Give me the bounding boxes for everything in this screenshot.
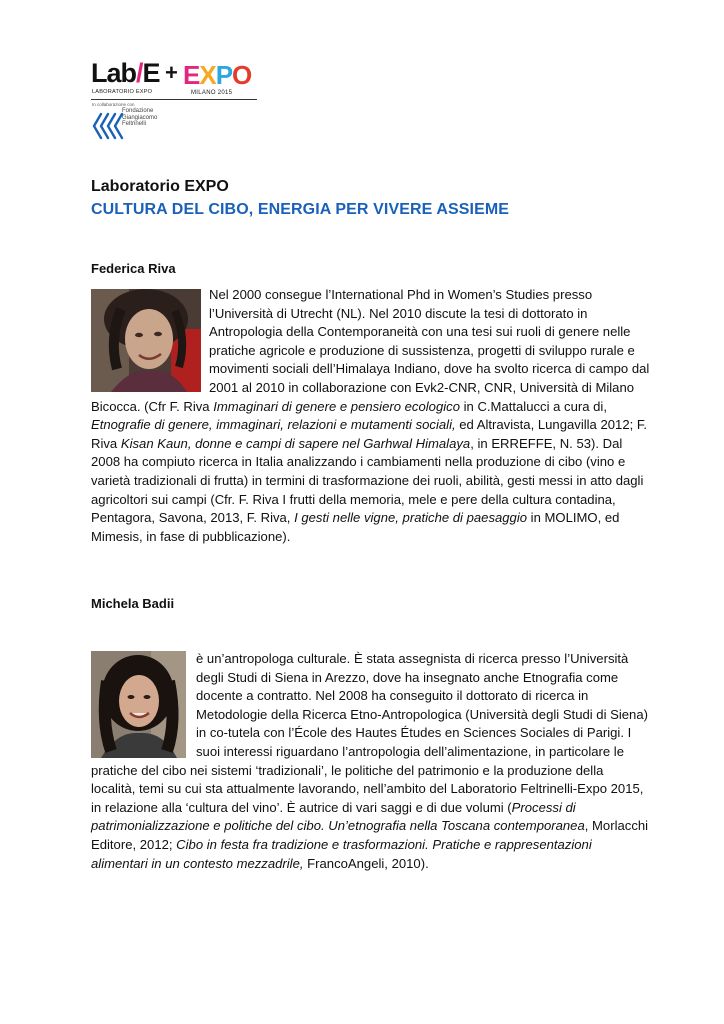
bio-segment: Nel 2000 consegue l’International Phd in Women’s Studies presso l’Università di Utrecht (NL). Nel 2010 discute la tesi di dottorato in Antropologia della Contemporaneità con una tesi sui ruoli di genere nelle pratiche agricole e produzione di sussistenza, progetti di sviluppo rurale e movimenti sociali dell’Himalaya Indiano, dove ha svolto ricerca di campo dal 2001 al 2010 in collaborazione con Evk2-CNR, CNR, Università di Milano Bicocca. (Cfr F. Riva: [91, 287, 650, 414]
labe-logo: Lab/E: [91, 58, 160, 88]
person-bio: [91, 650, 651, 873]
document-title: Laboratorio EXPO: [91, 178, 229, 195]
bio-italic-segment: Etnografie di genere, immaginari, relazioni e mutamenti sociali,: [91, 417, 456, 433]
bio-italic-segment: Kisan Kaun, donne e campi di sapere nel Garhwal Himalaya: [120, 435, 471, 451]
feltrinelli-logo-text: [122, 108, 157, 128]
feltrinelli-line: Feltrinelli: [122, 121, 147, 128]
person-bio: [91, 286, 651, 546]
plus-sign: +: [165, 60, 178, 85]
expo-letter: E: [183, 60, 200, 90]
bio-italic-segment: I gesti nelle vigne, pratiche di paesaggio: [294, 510, 528, 526]
expo-letter: P: [215, 60, 233, 90]
portrait-photo: [91, 289, 201, 392]
collab-label: In collaborazione con: [92, 102, 135, 107]
logo-block: [91, 58, 261, 148]
bio-segment: ed Altravista, Lungavilla 2012; F. Riva: [91, 417, 648, 451]
person-name: Michela Badii: [91, 596, 175, 611]
expo-letter: O: [232, 60, 252, 90]
labe-logo-subtitle: LABORATORIO EXPO: [92, 89, 153, 95]
bio-segment: in C.Mattalucci a cura di,: [459, 398, 607, 414]
portrait-photo: [91, 651, 186, 758]
expo-letter: X: [199, 60, 216, 90]
bio-segment: , Morlacchi Editore, 2012;: [91, 818, 649, 852]
bio-segment: , in ERREFFE, N. 53). Dal 2008 ha compiuto ricerca in Italia analizzando i cambiamenti nella produzione di cibo (vino e varietà tradizionali di frutta) in termini di trasformazione dei ruoli, abilità, gesti messi in atto dagli agricoltori sui campi (Cfr. F. Riva I frutti della memoria, mele e pere della cultura contadina, Pentagora, Savona, 2013, F. Riva,: [91, 435, 644, 526]
bio-italic-segment: Processi di patrimonializzazione e politiche del cibo. Un’etnografia nella Toscana contemporanea: [91, 799, 585, 834]
bio-segment: FrancoAngeli, 2010).: [303, 855, 429, 871]
bio-segment: è un’antropologa culturale. È stata assegnista di ricerca presso l’Università degli Studi di Siena in Arezzo, dove ha insegnato anche Etnografia come docente a contratto. Nel 2008 ha conseguito il dottorato di ricerca in Metodologie della Ricerca Etno-Antropologica (Università degli Studi di Siena) in co-tutela con l’École des Hautes Études en Sciences Sociales di Parigi. I suoi interessi riguardano l’antropologia dell’alimentazione, in particolare le pratiche del cibo nei sistemi ‘tradizionali’, le politiche del patrimonio e la produzione della località, temi su cui sta attualmente lavorando, nell’ambito del Laboratorio Feltrinelli-Expo 2015, in relazione alla ‘cultura del vino’. È autrice di vari saggi e di due volumi (: [91, 651, 648, 815]
bio-segment: in MOLIMO, ed Mimesis, in fase di pubblicazione).: [91, 510, 620, 544]
bio-italic-segment: Immaginari di genere e pensiero ecologico: [213, 398, 460, 414]
expo-logo-subtitle: MILANO 2015: [191, 90, 233, 96]
feltrinelli-line: Giangiacomo: [122, 114, 158, 121]
person-name: Federica Riva: [91, 261, 176, 276]
logo-divider: [91, 99, 257, 100]
bio-italic-segment: Cibo in festa fra tradizione e trasformazioni. Pratiche e rappresentazioni alimentari in un contesto mezzadrile,: [91, 836, 592, 871]
feltrinelli-line: Fondazione: [122, 108, 154, 114]
expo-logo: [183, 61, 251, 89]
document-subtitle: CULTURA DEL CIBO, ENERGIA PER VIVERE ASSIEME: [91, 201, 510, 218]
